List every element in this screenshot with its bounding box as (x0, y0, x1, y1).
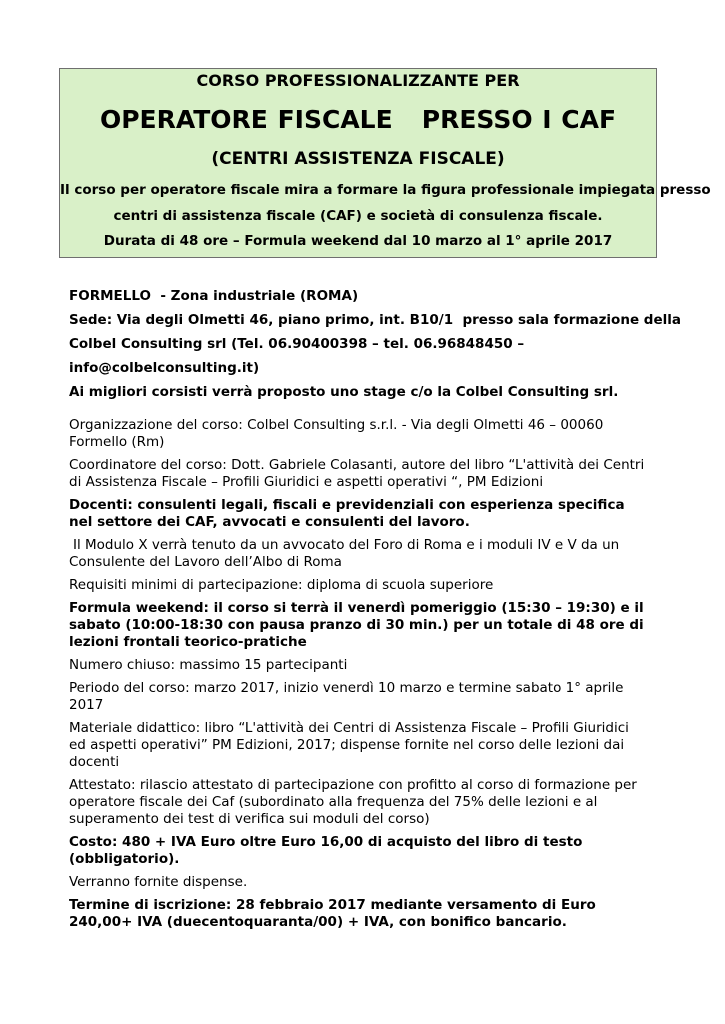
attestato-text: Attestato: rilascio attestato di partecipazione con profitto al corso di formazione per operatore fiscale dei Caf (subordinato alla frequenza del 75% delle lezioni e al superamento dei test di verifica sui moduli del corso) (69, 777, 637, 827)
course-kicker: CORSO PROFESSIONALIZZANTE PER (196, 71, 520, 90)
course-title: OPERATORE FISCALE PRESSO I CAF (99, 105, 617, 134)
sede-line-1: Sede: Via degli Olmetti 46, piano primo, int. B10/1 presso sala formazione della (69, 312, 681, 328)
costo-text: Costo: 480 + IVA Euro oltre Euro 16,00 di acquisto del libro di testo (obbligatorio). (69, 834, 583, 867)
requisiti-text: Requisiti minimi di partecipazione: diploma di scuola superiore (69, 577, 494, 593)
stage-note: Ai migliori corsisti verrà proposto uno stage c/o la Colbel Consulting srl. (69, 384, 619, 400)
periodo-text: Periodo del corso: marzo 2017, inizio venerdì 10 marzo e termine sabato 1° aprile 2017 (69, 680, 624, 713)
course-details (69, 284, 681, 931)
numero-chiuso-text: Numero chiuso: massimo 15 partecipanti (69, 657, 348, 673)
course-description-line2: centri di assistenza fiscale (CAF) e società di consulenza fiscale. (113, 208, 603, 224)
sede-line-3-email: info@colbelconsulting.it) (69, 360, 260, 376)
materiale-text: Materiale didattico: libro “L'attività dei Centri di Assistenza Fiscale – Profili Giuridici ed aspetti operativi” PM Edizioni, 2017; dispense fornite nel corso delle lezioni dai docenti (69, 720, 629, 770)
course-subtitle: (CENTRI ASSISTENZA FISCALE) (211, 149, 505, 169)
course-header-box (59, 68, 711, 258)
location-place: FORMELLO - Zona industriale (ROMA) (69, 288, 359, 304)
organizzazione-text: Organizzazione del corso: Colbel Consulting s.r.l. - Via degli Olmetti 46 – 00060 Formello (Rm) (69, 417, 604, 450)
dispense-text: Verranno fornite dispense. (69, 874, 248, 890)
coordinatore-text: Coordinatore del corso: Dott. Gabriele Colasanti, autore del libro “L'attività dei Centri di Assistenza Fiscale – Profili Giuridici e aspetti operativi “, PM Edizioni (69, 457, 645, 490)
course-description-line1: Il corso per operatore fiscale mira a formare la figura professionale impiegata presso (60, 182, 711, 198)
sede-line-2: Colbel Consulting srl (Tel. 06.90400398 – tel. 06.96848450 – (69, 336, 525, 352)
docenti-text: Docenti: consulenti legali, fiscali e previdenziali con esperienza specifica nel settore dei CAF, avvocati e consulenti del lavoro. (69, 497, 625, 530)
formula-weekend-text: Formula weekend: il corso si terrà il venerdì pomeriggio (15:30 – 19:30) e il sabato (10:00-18:30 con pausa pranzo di 30 min.) per un totale di 48 ore di lezioni frontali teorico-pratiche (69, 600, 644, 650)
course-duration: Durata di 48 ore – Formula weekend dal 10 marzo al 1° aprile 2017 (103, 233, 613, 249)
termine-iscrizione-text: Termine di iscrizione: 28 febbraio 2017 mediante versamento di Euro 240,00+ IVA (duecentoquaranta/00) + IVA, con bonifico bancario. (69, 897, 596, 930)
modulo-text: Il Modulo X verrà tenuto da un avvocato del Foro di Roma e i moduli IV e V da un Consulente del Lavoro dell’Albo di Roma (69, 537, 620, 570)
